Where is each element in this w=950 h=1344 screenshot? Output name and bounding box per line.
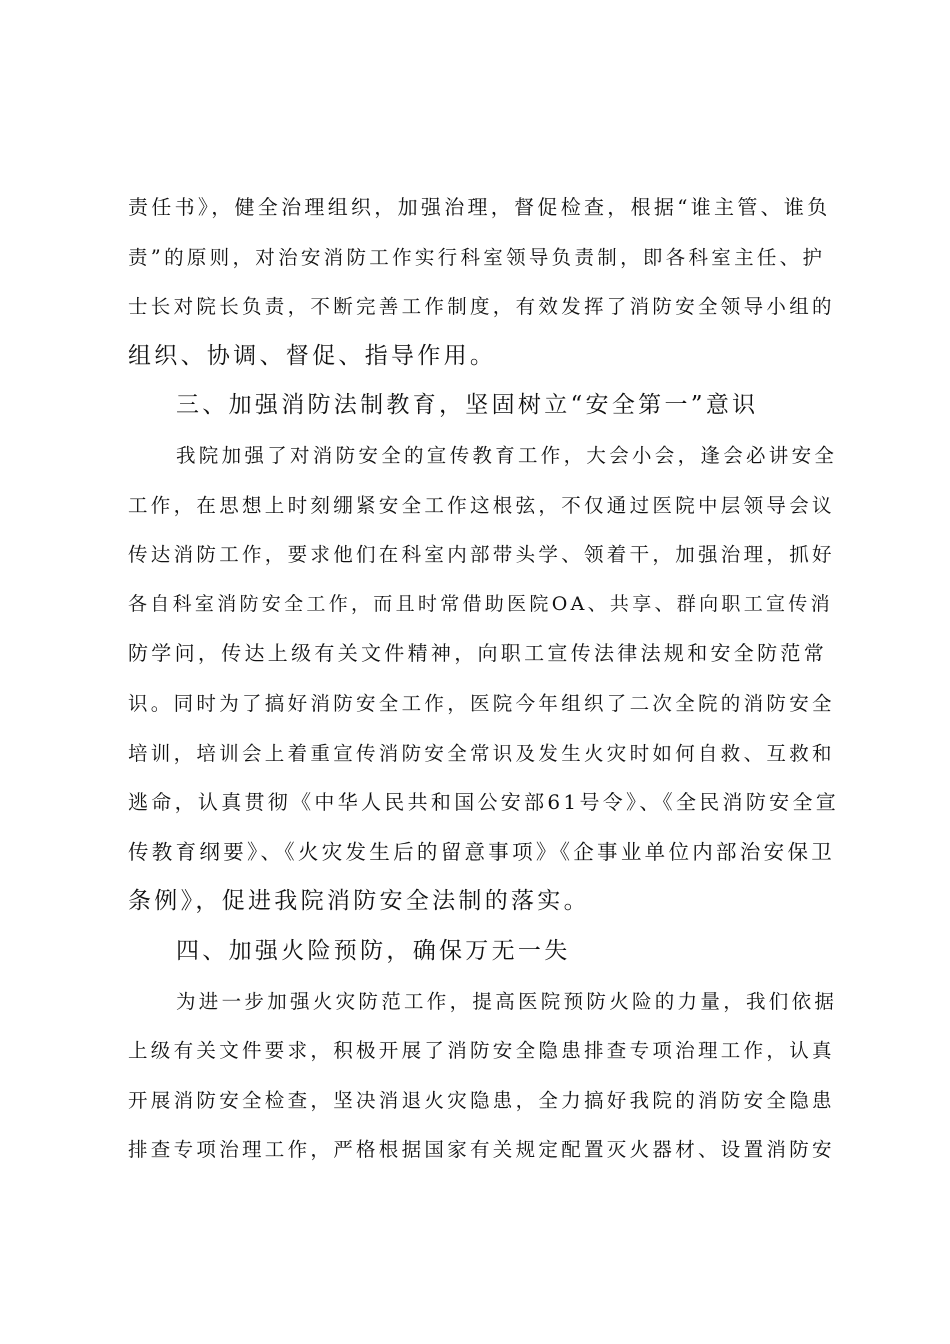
text-line: 防学问，传达上级有关文件精神，向职工宣传法律法规和安全防范常 bbox=[128, 641, 827, 666]
text-line: 各自科室消防安全工作，而且时常借助医院OA、共享、群向职工宣传消 bbox=[128, 592, 833, 615]
document-body bbox=[128, 183, 840, 1175]
text-line: 责任书》，健全治理组织，加强治理，督促检查，根据“谁主管、谁负 bbox=[128, 195, 831, 219]
text-line: 传教育纲要》、《火灾发生后的留意事项》《企事业单位内部治安保卫 bbox=[128, 839, 836, 864]
text-line: 组织、协调、督促、指导作用。 bbox=[128, 342, 497, 369]
text-line: 开展消防安全检查，坚决消退火灾隐患，全力搞好我院的消防安全隐患 bbox=[128, 1088, 835, 1112]
text-line: 上级有关文件要求，积极开展了消防安全隐患排查专项治理工作，认真 bbox=[128, 1039, 835, 1063]
text-line: 士长对院长负责，不断完善工作制度，有效发挥了消防安全领导小组的 bbox=[128, 295, 835, 319]
text-line: 工作，在思想上时刻绷紧安全工作这根弦，不仅通过医院中层领导会议 bbox=[128, 493, 835, 517]
text-line: 我院加强了对消防安全的宣传教育工作，大会小会，逢会必讲安全 bbox=[176, 443, 838, 467]
text-line: 为进一步加强火灾防范工作，提高医院预防火险的力量，我们依据 bbox=[176, 989, 838, 1013]
text-line: 排查专项治理工作，严格根据国家有关规定配置灭火器材、设置消防安 bbox=[128, 1138, 835, 1162]
text-line: 传达消防工作，要求他们在科室内部带头学、领着干，加强治理，抓好 bbox=[128, 543, 835, 567]
text-line: 培训，培训会上着重宣传消防安全常识及发生火灾时如何自救、互救和 bbox=[128, 741, 835, 765]
section-heading-4: 四、加强火险预防，确保万无一失 bbox=[176, 937, 571, 964]
section-heading-3: 三、加强消防法制教育，坚固树立“安全第一”意识 bbox=[176, 392, 759, 419]
text-line: 条例》，促进我院消防安全法制的落实。 bbox=[128, 888, 590, 915]
text-line: 逃命，认真贯彻《中华人民共和国公安部61号令》、《全民消防安全宣 bbox=[128, 790, 840, 815]
text-line: 识。同时为了搞好消防安全工作，医院今年组织了二次全院的消防安全 bbox=[128, 691, 835, 715]
text-line: 责”的原则，对治安消防工作实行科室领导负责制，即各科室主任、护 bbox=[128, 245, 826, 269]
